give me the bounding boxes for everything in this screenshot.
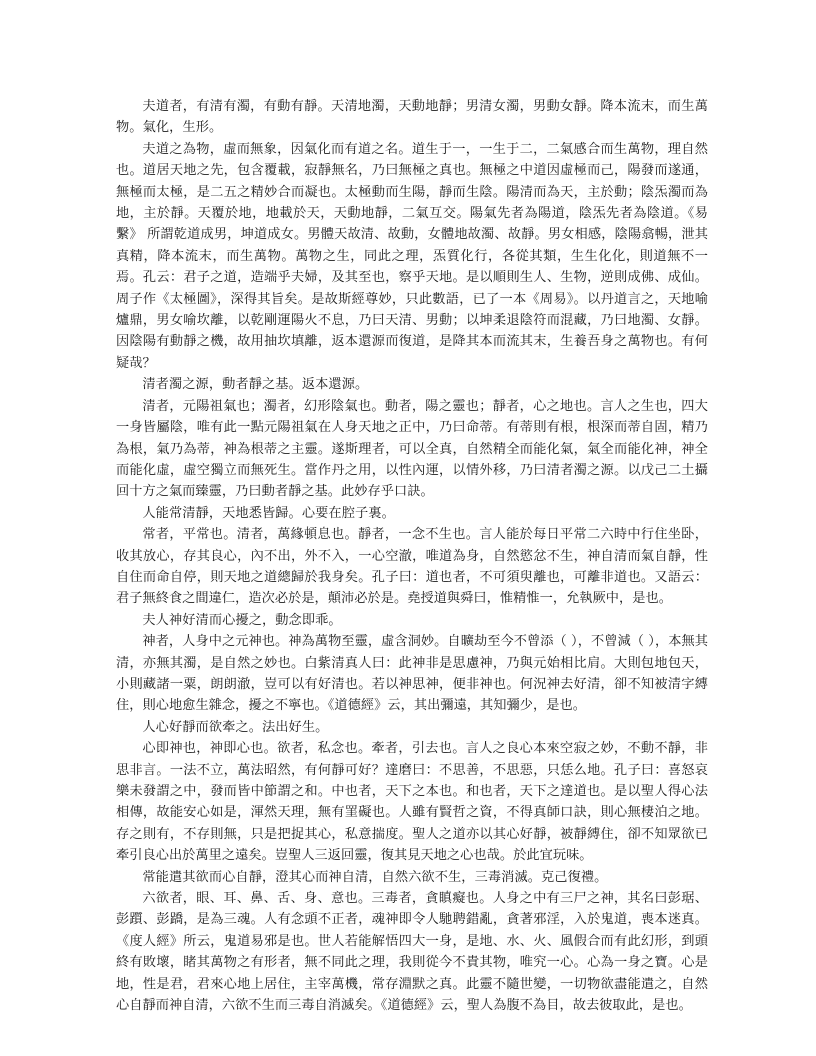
scripture-verse: 人能常清靜，天地悉皆歸。心要在腔子裏。: [142, 505, 395, 521]
scripture-verse: 清者濁之源，動者靜之基。返本還源。: [142, 377, 369, 393]
scripture-verse: 夫人神好清而心擾之，動念即乖。: [142, 612, 342, 628]
commentary-paragraph: 夫道之為物，虛而無象，因氣化而有道之名。道生于一，一生于二，二氣感合而生萬物，理自然也。道居天地之先，包含覆載，寂靜無名，乃曰無極之真也。無極之中道因虛極而己，陽發而遂通，無極而太極，是二五之精妙合而凝也。太極動而生陽，靜而生陰。陽清而為天，主於動；陰炁濁而為地，主於靜。天覆於地，地載於天，天動地靜，二氣互交。陽氣先者為陽道，陰炁先者為陰道。《易繫》 所謂乾道成男，坤道成女。男體天故清、故動，女體地故濁、故靜。男女相感，陰陽翕暢，泄其真精，降本流末，而生萬物。萬物之生，同此之理，炁質化行，各從其類，生生化化，則道無不一焉。孔云：君子之道，造端乎夫婦，及其至也，察乎天地。是以順則生人、生物，逆則成佛、成仙。周子作《太極圖》，深得其旨矣。是故斯經尊妙，只此數語，已了一本《周易》。以丹道言之，天地喻爐鼎，男女喻坎離，以乾剛運陽火不息，乃曰天清、男動；以坤柔退陰符而混藏，乃曰地濁、女靜。因陰陽有動靜之機，故用抽坎填離，返本還源而復道，是降其本而流其末，生養吾身之萬物也。有何疑哉？: [116, 141, 708, 371]
page-body: [116, 96, 708, 1016]
commentary-paragraph: 常者，平常也。清者，萬緣頓息也。靜者，一念不生也。言人能於每日平常二六時中行住坐卧，收其放心，存其良心，內不出，外不入，一心空澈，唯道為身，自然慾忿不生，神自清而氣自靜，性自住而命自停，則天地之道總歸於我身矣。孔子曰：道也者，不可須臾離也，可離非道也。又語云：君子無終食之間違仁，造次必於是，顛沛必於是。堯授道與舜曰，惟精惟一，允執厥中，是也。: [116, 527, 708, 607]
scripture-verse: 常能遣其欲而心自靜，澄其心而神自清，自然六欲不生，三毒消滅。克己復禮。: [142, 869, 608, 885]
commentary-paragraph: 心即神也，神即心也。欲者，私念也。牽者，引去也。言人之良心本來空寂之妙，不動不靜，非思非言。一法不立，萬法昭然，有何靜可好？達磨曰：不思善，不思惡，只恁么地。孔子曰：喜怒哀樂未發謂之中，發而皆中節謂之和。中也者，天下之本也。和也者，天下之達道也。是以聖人得心法相傳，故能安心如是，渾然天理，無有罣礙也。人雖有賢哲之資，不得真師口訣，則心無棲泊之地。存之則有，不存則無，只是把捉其心，私意揣度。聖人之道亦以其心好靜，被靜縛住，卻不知眾欲已牽引良心出於萬里之遠矣。豈聖人三返回靈，復其見天地之心也哉。於此宜玩味。: [116, 741, 708, 864]
commentary-paragraph: 神者，人身中之元神也。神為萬物至靈，虛含洞妙。自曠劫至今不曾添（ ），不曾減（ ），本無其清，亦無其濁，是自然之妙也。白紫清真人曰：此神非是思慮神，乃與元始相比肩。大則包地包天，小則藏諸一粟，朗朗澈，豈可以有好清也。若以神思神，便非神也。何況神去好清，卻不知被清字縛住，則心地愈生雜念，擾之不寧也。《道德經》云，其出彌遠，其知彌少，是也。: [116, 634, 708, 714]
scripture-verse: 人心好靜而欲牽之。法出好生。: [142, 719, 329, 735]
commentary-paragraph: 清者，元陽祖氣也；濁者，幻形陰氣也。動者，陽之靈也；靜者，心之地也。言人之生也，四大一身皆屬陰，唯有此一點元陽祖氣在人身天地之正中，乃曰命蒂。有蒂則有根，根深而蒂自固，精乃為根，氣乃為蒂，神為根蒂之主靈。遂斯理者，可以全真，自然精全而能化氣，氣全而能化神，神全而能化虛，虛空獨立而無死生。當作丹之用，以性內運，以情外移，乃曰清者濁之源。以戊己二土攝回十方之氣而臻靈，乃曰動者靜之基。此妙存乎口訣。: [116, 398, 708, 500]
scripture-verse: 夫道者，有清有濁，有動有靜。天清地濁，天動地靜；男清女濁，男動女靜。降本流末，而生萬物。氣化，生形。: [116, 99, 708, 136]
commentary-paragraph: 六欲者，眼、耳、鼻、舌、身、意也。三毒者，貪瞋癡也。人身之中有三尸之神，其名曰彭琚、彭躓、彭蹻，是為三魂。人有念頭不正者，魂神即令人馳聘錯亂，貪著邪淫，入於鬼道，喪本迷真。《度人經》所云，鬼道易邪是也。世人若能解悟四大一身，是地、水、火、風假合而有此幻形，到頭終有敗壞，睹其萬物之有形者，無不同此之理，我則從今不貴其物，唯究一心。心為一身之寶。心是地，性是君，君來心地上居住，主宰萬機，常存淵默之真。此靈不隨世變，一切物欲盡能遣之，自然心自靜而神自清，六欲不生而三毒自消滅矣。《道德經》云，聖人為腹不為目，故去彼取此，是也。: [116, 891, 708, 1014]
